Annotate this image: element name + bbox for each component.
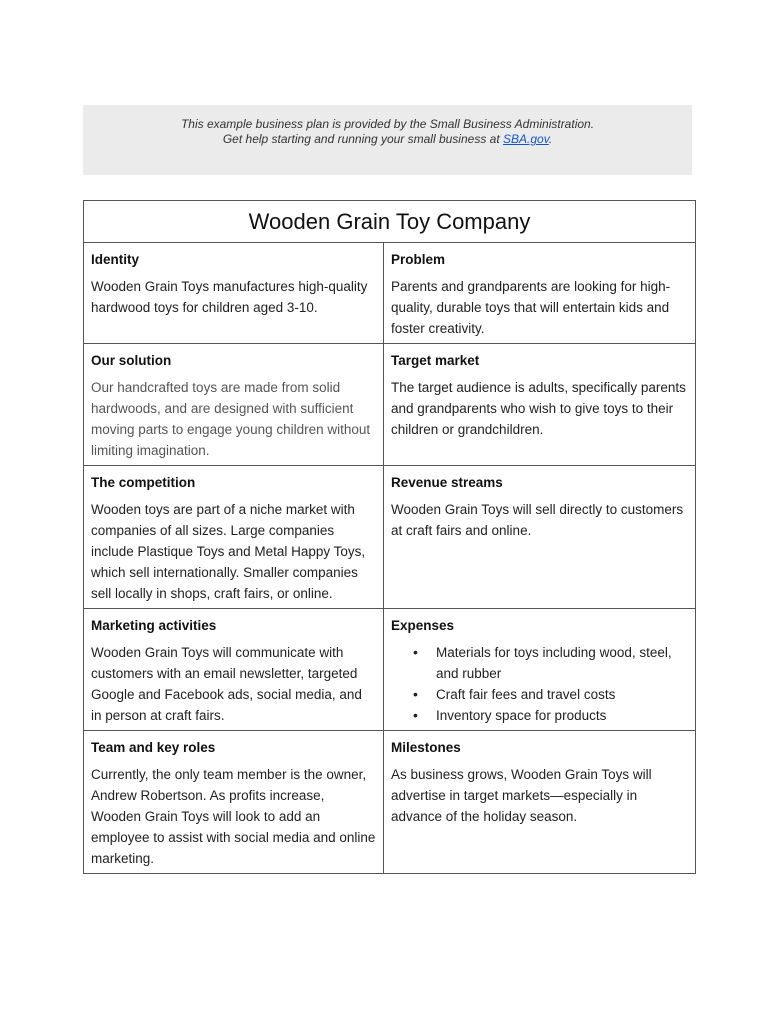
solution-cell xyxy=(84,344,384,466)
target-market-cell xyxy=(384,344,696,466)
revenue-heading: Revenue streams xyxy=(391,475,503,490)
list-item: • Inventory space for products xyxy=(413,705,688,726)
revenue-cell xyxy=(384,466,696,609)
table-row xyxy=(84,731,696,874)
competition-body: Wooden toys are part of a niche market with companies of all sizes. Large companies include Plastique Toys and Metal Happy Toys, which sell internationally. Smaller companies sell locally in shops, craft fairs, or online. xyxy=(91,502,366,601)
list-item: • Materials for toys including wood, steel, and rubber xyxy=(413,642,688,684)
competition-heading: The competition xyxy=(91,475,196,490)
identity-body: Wooden Grain Toys manufactures high-quality hardwood toys for children aged 3-10. xyxy=(91,279,368,315)
notice-line-2-suffix: . xyxy=(548,132,553,146)
problem-cell xyxy=(384,243,696,344)
table-row xyxy=(84,243,696,344)
milestones-body: As business grows, Wooden Grain Toys will advertise in target markets—especially in advance of the holiday season. xyxy=(391,767,652,824)
milestones-heading: Milestones xyxy=(391,740,461,755)
revenue-body: Wooden Grain Toys will sell directly to customers at craft fairs and online. xyxy=(391,502,684,538)
marketing-heading: Marketing activities xyxy=(91,618,217,633)
notice-line-2 xyxy=(83,132,692,147)
competition-cell xyxy=(84,466,384,609)
solution-heading: Our solution xyxy=(91,353,172,368)
team-heading: Team and key roles xyxy=(91,740,216,755)
title-row xyxy=(84,201,696,243)
target-market-body: The target audience is adults, specifically parents and grandparents who wish to give toys to their children or grandchildren. xyxy=(391,380,686,437)
sba-link[interactable]: SBA.gov xyxy=(503,132,549,146)
milestones-cell xyxy=(384,731,696,874)
notice-line-2-prefix: Get help starting and running your small business at xyxy=(222,132,503,146)
identity-heading: Identity xyxy=(91,252,140,267)
expenses-heading: Expenses xyxy=(391,618,455,633)
expenses-list xyxy=(391,642,688,726)
plan-title: Wooden Grain Toy Company xyxy=(84,201,696,243)
expenses-cell xyxy=(384,609,696,731)
business-plan-table xyxy=(83,200,696,874)
marketing-body: Wooden Grain Toys will communicate with customers with an email newsletter, targeted Google and Facebook ads, social media, and in person at craft fairs. xyxy=(91,645,362,723)
marketing-cell xyxy=(84,609,384,731)
problem-heading: Problem xyxy=(391,252,446,267)
table-row xyxy=(84,466,696,609)
team-cell xyxy=(84,731,384,874)
notice-line-1: This example business plan is provided by the Small Business Administration. xyxy=(180,117,595,131)
team-body: Currently, the only team member is the owner, Andrew Robertson. As profits increase, Wooden Grain Toys will look to add an employee to assist with social media and online marketing. xyxy=(91,767,376,866)
identity-cell xyxy=(84,243,384,344)
target-market-heading: Target market xyxy=(391,353,480,368)
sba-notice-banner xyxy=(83,105,692,175)
table-row xyxy=(84,344,696,466)
solution-body: Our handcrafted toys are made from solid hardwoods, and are designed with sufficient moving parts to engage young children without limiting imagination. xyxy=(91,380,371,458)
table-row xyxy=(84,609,696,731)
problem-body: Parents and grandparents are looking for high-quality, durable toys that will entertain kids and foster creativity. xyxy=(391,279,671,336)
list-item: • Craft fair fees and travel costs xyxy=(413,684,688,705)
